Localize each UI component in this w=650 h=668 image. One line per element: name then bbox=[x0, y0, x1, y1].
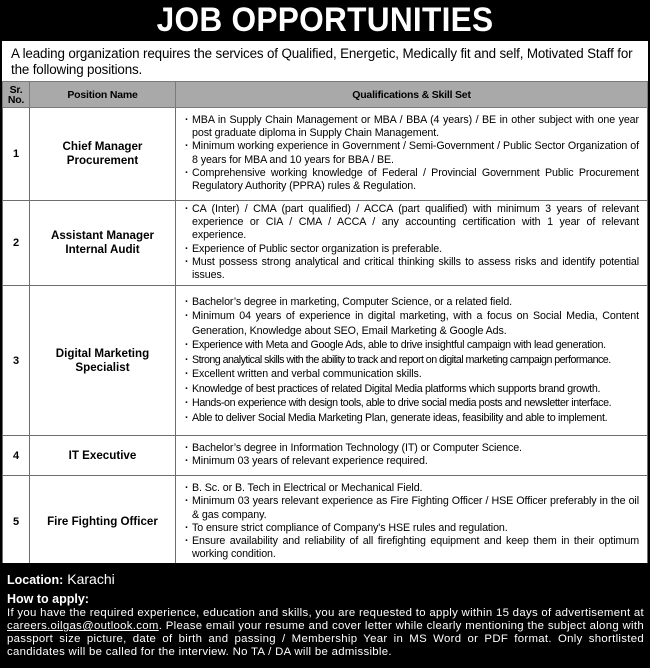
title-bar bbox=[0, 0, 650, 41]
qualification-item: · Minimum 03 years of relevant experience required. bbox=[185, 455, 639, 468]
qualifications-cell bbox=[176, 201, 648, 286]
qualification-item: · Comprehensive working knowledge of Federal / Provincial Government Public Procurement Regulatory Authority (PPRA) rules & Regulation. bbox=[185, 167, 639, 193]
position-label: Chief Manager Procurement bbox=[62, 140, 143, 167]
position-name: Fire Fighting Officer bbox=[30, 476, 176, 569]
qualification-item: · Bachelor’s degree in Information Technology (IT) or Computer Science. bbox=[185, 442, 639, 455]
sr-number: 5 bbox=[3, 476, 30, 569]
position-label: Assistant Manager Internal Audit bbox=[50, 229, 155, 257]
qualification-item: · MBA in Supply Chain Management or MBA / BBA (4 years) / BE in other subject with one year post graduate diploma in Supply Chain Management. bbox=[185, 114, 639, 140]
apply-text-before: If you have the required experience, education and skills, you are requested to apply within 15 days of advertisement at bbox=[7, 607, 644, 619]
table-row bbox=[3, 108, 648, 201]
table-header-row bbox=[3, 82, 648, 108]
footer bbox=[0, 563, 650, 668]
sr-no-label: Sr. No. bbox=[7, 83, 25, 106]
position-name bbox=[30, 286, 176, 436]
positions-table bbox=[2, 81, 648, 569]
position-name: IT Executive bbox=[30, 436, 176, 476]
qualification-item: · Able to deliver Social Media Marketing Plan, generate ideas, feasibility and able to implement. bbox=[185, 411, 639, 426]
qualification-item: · To ensure strict compliance of Company's HSE rules and regulation. bbox=[185, 522, 639, 535]
how-to-apply-heading: How to apply: bbox=[7, 592, 89, 606]
qualifications-list bbox=[185, 295, 639, 426]
qualifications-cell bbox=[176, 436, 648, 476]
qualifications-cell bbox=[176, 476, 648, 569]
qualification-item: · Experience with Meta and Google Ads, able to drive insightful campaign with lead generation. bbox=[185, 338, 639, 353]
qualification-item: · Minimum working experience in Government / Semi-Government / Public Sector Organization of 8 years for MBA and 10 years for BBA / BE. bbox=[185, 140, 639, 166]
location bbox=[7, 571, 644, 589]
qualification-item: · CA (Inter) / CMA (part qualified) / ACCA (part qualified) with minimum 3 years of relevant experience or CIA / CMA / ACCA / any accounting certification with 1 year of relevant experience. bbox=[185, 203, 639, 243]
apply-instructions bbox=[7, 607, 644, 659]
qualifications-list bbox=[185, 482, 639, 561]
table-row bbox=[3, 201, 648, 286]
sr-number: 2 bbox=[3, 201, 30, 286]
column-header-qualifications: Qualifications & Skill Set bbox=[176, 82, 648, 108]
qualification-item: · Must possess strong analytical and critical thinking skills to assess risks and identify potential issues. bbox=[185, 256, 639, 282]
qualification-item: · Experience of Public sector organization is preferable. bbox=[185, 243, 639, 256]
page-title: JOB OPPORTUNITIES bbox=[156, 1, 494, 39]
column-header-position: Position Name bbox=[30, 82, 176, 108]
location-value: Karachi bbox=[67, 571, 115, 587]
qualification-item: · Knowledge of best practices of related Digital Media platforms which supports brand growth. bbox=[185, 382, 639, 397]
sr-number: 3 bbox=[3, 286, 30, 436]
table-row bbox=[3, 476, 648, 569]
table-row bbox=[3, 286, 648, 436]
qualification-item: · Hands-on experience with design tools, able to drive social media posts and newsletter interface. bbox=[185, 396, 639, 411]
qualification-item: · Strong analytical skills with the ability to track and report on digital marketing campaign performance. bbox=[185, 353, 639, 368]
column-header-sr-no bbox=[3, 82, 30, 108]
qualification-item: · Ensure availability and reliability of all firefighting equipment and keep them in their optimum working condition. bbox=[185, 535, 639, 561]
qualifications-cell bbox=[176, 286, 648, 436]
position-label: Digital Marketing Specialist bbox=[55, 346, 150, 374]
qualification-item: · Minimum 03 years relevant experience as Fire Fighting Officer / HSE Officer preferably in the oil & gas company. bbox=[185, 495, 639, 521]
qualifications-cell bbox=[176, 108, 648, 201]
position-name bbox=[30, 201, 176, 286]
qualification-item: · Excellent written and verbal communication skills. bbox=[185, 367, 639, 382]
qualifications-list bbox=[185, 203, 639, 282]
qualifications-list bbox=[185, 442, 639, 468]
position-name bbox=[30, 108, 176, 201]
sr-number: 4 bbox=[3, 436, 30, 476]
location-label: Location: bbox=[7, 573, 64, 587]
table-row bbox=[3, 436, 648, 476]
qualification-item: · B. Sc. or B. Tech in Electrical or Mechanical Field. bbox=[185, 482, 639, 495]
qualifications-list bbox=[185, 114, 639, 193]
qualification-item: · Minimum 04 years of experience in digital marketing, with a focus on Social Media, Content Generation, Knowledge about SEO, Email Marketing & Google Ads. bbox=[185, 309, 639, 338]
sr-number: 1 bbox=[3, 108, 30, 201]
qualification-item: · Bachelor’s degree in marketing, Computer Science, or a related field. bbox=[185, 295, 639, 310]
email-link[interactable]: careers.oilgas@outlook.com bbox=[7, 620, 159, 633]
apply-text-after: . Please email your resume and cover letter while clearly mentioning the subject along with passport size picture, date of birth and passing / Membership Year in MS Word or PDF format. Only shortlisted candidates will be called for the interview. No TA / DA will be admissible. bbox=[7, 620, 644, 659]
intro-text: A leading organization requires the services of Qualified, Energetic, Medically fit and self, Motivated Staff for the following positions. bbox=[2, 41, 648, 81]
